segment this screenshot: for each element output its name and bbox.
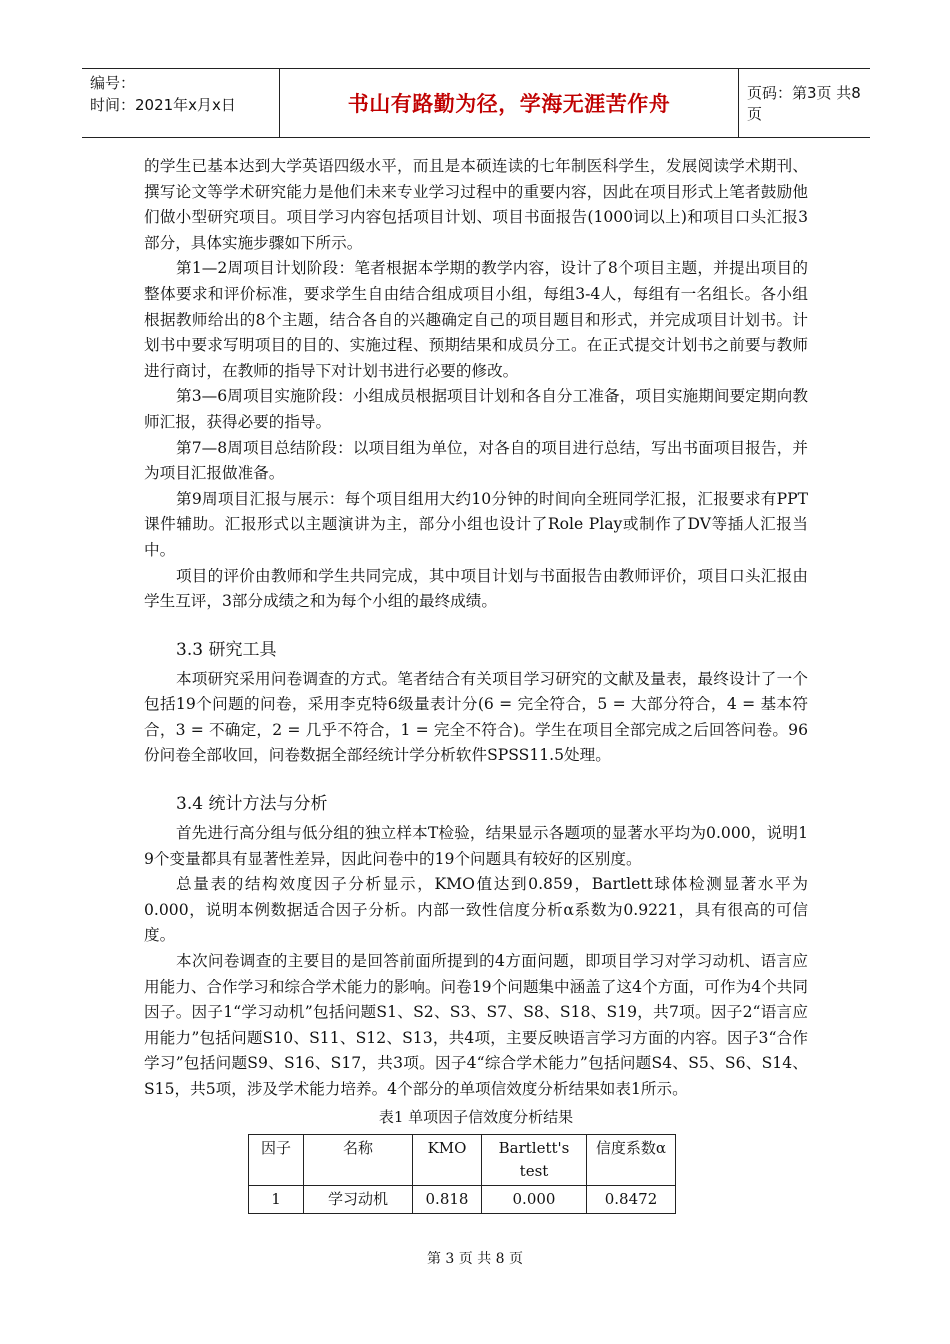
table-header-cell: KMO: [413, 1135, 482, 1186]
table-header-cell: Bartlett's test: [482, 1135, 587, 1186]
header-page-info: 页码：第3页 共8页: [747, 84, 861, 123]
section-heading-3-3: 3.3 研究工具: [176, 639, 277, 660]
header-motto: 书山有路勤为径，学海无涯苦作舟: [279, 69, 739, 137]
table-row: [249, 1186, 676, 1214]
section-heading-3-4: 3.4 统计方法与分析: [176, 794, 328, 815]
paragraph: 第3—6周项目实施阶段：小组成员根据项目计划和各自分工准备，项目实施期间要定期向教师汇报，获得必要的指导。: [144, 387, 808, 431]
factor-table: [248, 1134, 676, 1214]
header-meta: [90, 72, 236, 116]
paragraph: 本次问卷调查的主要目的是回答前面所提到的4方面问题，即项目学习对学习动机、语言应用能力、合作学习和综合学术能力的影响。问卷19个问题集中涵盖了这4个方面，可作为4个共同因子。因子1“学习动机”包括问题S1、S2、S3、S7、S8、S18、S19，共7项。因子2“语言应用能力”包括问题S10、S11、S12、S13，共4项，主要反映语言学习方面的内容。因子3“合作学习”包括问题S9、S16、S17，共3项。因子4“综合学术能力”包括问题S4、S5、S6、S14、S15，共5项，涉及学术能力培养。4个部分的单项信效度分析结果如表1所示。: [144, 952, 808, 1098]
serial-label: 编号：: [90, 74, 136, 92]
page-footer: 第 3 页 共 8 页: [426, 1251, 524, 1267]
paragraph: 第9周项目汇报与展示：每个项目组用大约10分钟的时间向全班同学汇报，汇报要求有PPT课件辅助。汇报形式以主题演讲为主，部分小组也设计了Role Play或制作了DV等插人汇报当中。: [144, 489, 808, 559]
table-header-row: [249, 1135, 676, 1186]
table-cell: 0.8472: [587, 1186, 676, 1214]
table-cell: 0.000: [482, 1186, 587, 1214]
paragraph: 本项研究采用问卷调查的方式。笔者结合有关项目学习研究的文献及量表，最终设计了一个包括19个问题的问卷，采用李克特6级量表计分(6 = 完全符合，5 = 大部分符合，4 = 基本符合，3 = 不确定，2 = 几乎不符合，1 = 完全不符合)。学生在项目全部完成之后回答问卷。96份问卷全部收回，问卷数据全部经统计学分析软件SPSS11.5处理。: [144, 669, 808, 765]
page-header: [82, 68, 870, 138]
time-label: 时间：2021年x月x日: [90, 96, 236, 114]
paragraph: 的学生已基本达到大学英语四级水平，而且是本硕连读的七年制医科学生，发展阅读学术期刊、撰写论文等学术研究能力是他们未来专业学习过程中的重要内容，因此在项目形式上笔者鼓励他们做小型研究项目。项目学习内容包括项目计划、项目书面报告(1000词以上)和项目口头汇报3部分，具体实施步骤如下所示。: [144, 157, 808, 252]
table-header-cell: 名称: [304, 1135, 413, 1186]
table-header-cell: 因子: [249, 1135, 304, 1186]
paragraph: 第7—8周项目总结阶段：以项目组为单位，对各自的项目进行总结，写出书面项目报告，并为项目汇报做准备。: [144, 438, 808, 483]
paragraph: 首先进行高分组与低分组的独立样本T检验，结果显示各题项的显著水平均为0.000，说明1 9个变量都具有显著性差异，因此问卷中的19个问题具有较好的区别度。: [144, 824, 808, 868]
table-header-cell: 信度系数α: [587, 1135, 676, 1186]
table-cell: 0.818: [413, 1186, 482, 1214]
table-cell: 学习动机: [304, 1186, 413, 1214]
table-cell: 1: [249, 1186, 304, 1214]
document-body: [144, 154, 808, 1214]
paragraph: 总量表的结构效度因子分析显示，KMO值达到0.859，Bartlett球体检测显著水平为0.000，说明本例数据适合因子分析。内部一致性信度分析α系数为0.9221，具有很高的可信度。: [144, 875, 808, 945]
table-caption: 表1 单项因子信效度分析结果: [378, 1107, 574, 1126]
paragraph: 第1—2周项目计划阶段：笔者根据本学期的教学内容，设计了8个项目主题，并提出项目的整体要求和评价标准，要求学生自由结合组成项目小组，每组3-4人，每组有一名组长。各小组根据教师给出的8个主题，结合各自的兴趣确定自己的项目题目和形式，并完成项目计划书。计划书中要求写明项目的目的、实施过程、预期结果和成员分工。在正式提交计划书之前要与教师进行商讨，在教师的指导下对计划书进行必要的修改。: [144, 259, 808, 380]
paragraph: 项目的评价由教师和学生共同完成，其中项目计划与书面报告由教师评价，项目口头汇报由学生互评，3部分成绩之和为每个小组的最终成绩。: [144, 566, 808, 611]
